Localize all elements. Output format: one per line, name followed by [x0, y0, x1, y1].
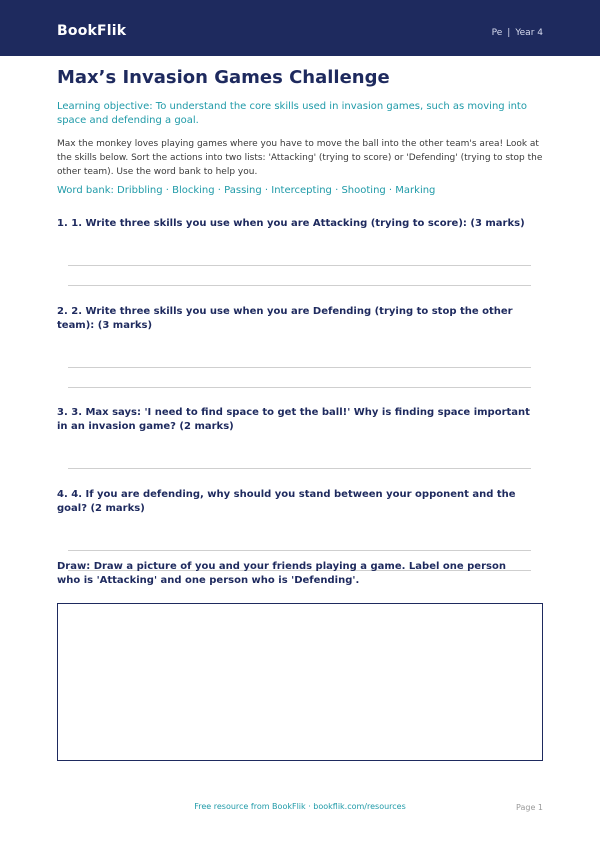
- subject-year-label: [492, 28, 543, 38]
- draw-prompt: Draw: Draw a picture of you and your friends playing a game. Label one person who is 'Attacking' and one person who is 'Defending'.: [57, 561, 506, 586]
- question-3: 3. 3. Max says: 'I need to find space to get the ball!' Why is finding space important in an invasion game? (2 marks): [57, 406, 543, 434]
- answer-line[interactable]: [68, 285, 531, 286]
- answer-line[interactable]: [68, 387, 531, 388]
- intro-paragraph: Max the monkey loves playing games where you have to move the ball into the other team's area! Look at the skills below. Sort the actions into two lists: 'Attacking' (trying to score) or 'Defending' (trying to stop the other team). Use the word bank to help you.: [57, 139, 543, 177]
- page-header: [0, 0, 600, 56]
- answer-line[interactable]: [68, 550, 531, 551]
- answer-line[interactable]: [68, 265, 531, 266]
- question-1: 1. 1. Write three skills you use when you are Attacking (trying to score): (3 marks): [57, 218, 525, 229]
- year-label: Year 4: [515, 28, 543, 38]
- word-bank: Word bank: Dribbling · Blocking · Passing · Intercepting · Shooting · Marking: [57, 185, 436, 196]
- subject-label: Pe: [491, 28, 503, 38]
- drawing-area[interactable]: [57, 603, 543, 761]
- question-4: 4. 4. If you are defending, why should you stand between your opponent and the goal? (2 marks): [57, 488, 543, 516]
- page-number: Page 1: [516, 803, 543, 812]
- brand-logo-text: BookFlik: [57, 23, 127, 39]
- answer-line[interactable]: [68, 468, 531, 469]
- meta-separator: |: [507, 28, 511, 38]
- footer-credit: Free resource from BookFlik · bookflik.com/resources: [194, 802, 406, 811]
- worksheet-title: Max’s Invasion Games Challenge: [57, 67, 390, 88]
- learning-objective: Learning objective: To understand the core skills used in invasion games, such as moving into space and defending a goal.: [57, 101, 527, 126]
- question-2: 2. 2. Write three skills you use when you are Defending (trying to stop the other team): (3 marks): [57, 305, 543, 333]
- answer-line[interactable]: [68, 367, 531, 368]
